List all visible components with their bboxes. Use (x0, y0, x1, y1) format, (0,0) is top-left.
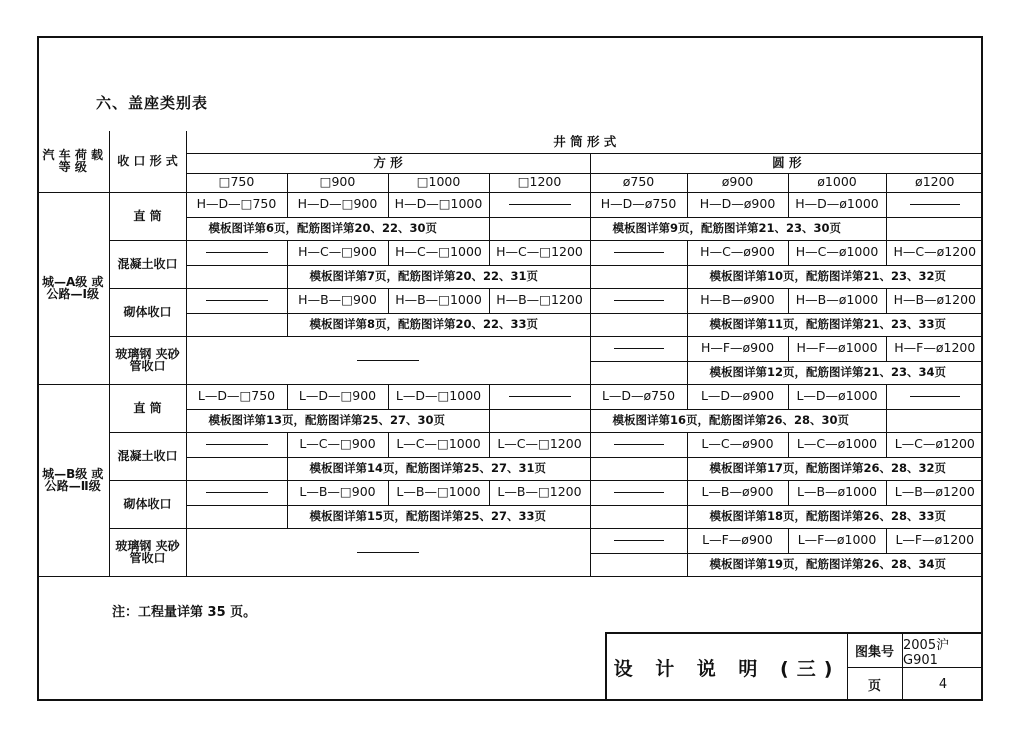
empty-cell (590, 553, 687, 576)
model-code-cell: L—B—ø1200 (886, 480, 983, 505)
empty-cell (590, 288, 687, 313)
atlas-number-value: 2005沪G901 (903, 634, 983, 668)
collar-form-cell: 玻璃钢 夹砂管收口 (109, 336, 186, 384)
table-row (37, 240, 983, 265)
collar-form-cell: 直 筒 (109, 384, 186, 432)
model-code-cell: H—C—□900 (287, 240, 388, 265)
empty-cell (886, 384, 983, 409)
empty-cell (590, 265, 687, 288)
not-applicable-dash (206, 300, 268, 301)
empty-cell (590, 480, 687, 505)
not-applicable-dash (509, 396, 571, 397)
empty-cell (590, 313, 687, 336)
empty-cell (186, 432, 287, 457)
model-code-cell: H—D—ø750 (590, 192, 687, 217)
collar-form-cell: 直 筒 (109, 192, 186, 240)
not-applicable-dash (206, 444, 268, 445)
drawing-reference-note: 模板图详第12页，配筋图详第21、23、34页 (687, 361, 983, 384)
empty-cell (590, 361, 687, 384)
table-row (37, 384, 983, 409)
model-code-cell: H—B—ø900 (687, 288, 788, 313)
empty-cell (186, 480, 287, 505)
drawing-reference-note: 模板图详第16页，配筋图详第26、28、30页 (590, 409, 886, 432)
empty-cell (186, 457, 287, 480)
model-code-cell: H—C—ø900 (687, 240, 788, 265)
square-header: 方 形 (186, 153, 590, 173)
model-code-cell: H—B—□1000 (388, 288, 489, 313)
empty-cell (489, 409, 590, 432)
model-code-cell: H—C—ø1000 (788, 240, 886, 265)
model-code-cell: L—B—□900 (287, 480, 388, 505)
model-code-cell: H—B—ø1000 (788, 288, 886, 313)
empty-cell (186, 313, 287, 336)
square-none-cell (186, 528, 590, 576)
model-code-cell: L—D—□900 (287, 384, 388, 409)
size-square-header: □900 (287, 173, 388, 192)
empty-cell (590, 432, 687, 457)
size-square-header: □750 (186, 173, 287, 192)
empty-cell (590, 457, 687, 480)
model-code-cell: H—C—□1200 (489, 240, 590, 265)
model-code-cell: H—D—□750 (186, 192, 287, 217)
not-applicable-dash (206, 252, 268, 253)
size-round-header: ø750 (590, 173, 687, 192)
table-row (37, 480, 983, 505)
not-applicable-dash (614, 444, 664, 445)
model-code-cell: L—F—ø1000 (788, 528, 886, 553)
model-code-cell: L—D—ø750 (590, 384, 687, 409)
shaft-form-header: 井 筒 形 式 (186, 131, 983, 153)
table-row (37, 131, 983, 153)
empty-cell (590, 528, 687, 553)
model-code-cell: H—D—□900 (287, 192, 388, 217)
not-applicable-dash (614, 492, 664, 493)
model-code-cell: H—F—ø1000 (788, 336, 886, 361)
model-code-cell: H—D—ø1000 (788, 192, 886, 217)
model-code-cell: L—C—ø1000 (788, 432, 886, 457)
drawing-reference-note: 模板图详第10页，配筋图详第21、23、32页 (687, 265, 983, 288)
model-code-cell: H—B—□1200 (489, 288, 590, 313)
table-row (37, 192, 983, 217)
footnote: 注：工程量详第 35 页。 (112, 605, 257, 620)
not-applicable-dash (614, 540, 664, 541)
collar-form-cell: 砌体收口 (109, 288, 186, 336)
not-applicable-dash (357, 360, 419, 361)
collar-form-cell: 玻璃钢 夹砂管收口 (109, 528, 186, 576)
model-code-cell: L—F—ø1200 (886, 528, 983, 553)
table-row (37, 288, 983, 313)
model-code-cell: L—D—□1000 (388, 384, 489, 409)
empty-cell (186, 240, 287, 265)
size-square-header: □1000 (388, 173, 489, 192)
collar-form-cell: 混凝土收口 (109, 432, 186, 480)
not-applicable-dash (614, 300, 664, 301)
drawing-reference-note: 模板图详第13页，配筋图详第25、27、30页 (186, 409, 489, 432)
empty-cell (590, 505, 687, 528)
model-code-cell: L—B—□1200 (489, 480, 590, 505)
table-row (37, 528, 983, 553)
model-code-cell: L—C—□900 (287, 432, 388, 457)
model-code-cell: L—D—ø900 (687, 384, 788, 409)
model-code-cell: L—B—ø900 (687, 480, 788, 505)
not-applicable-dash (509, 204, 571, 205)
round-header: 圆 形 (590, 153, 983, 173)
table-row (37, 336, 983, 361)
drawing-reference-note: 模板图详第15页，配筋图详第25、27、33页 (287, 505, 590, 528)
empty-cell (886, 409, 983, 432)
drawing-reference-note: 模板图详第17页，配筋图详第26、28、32页 (687, 457, 983, 480)
drawing-reference-note: 模板图详第9页，配筋图详第21、23、30页 (590, 217, 886, 240)
model-code-cell: L—C—ø900 (687, 432, 788, 457)
not-applicable-dash (910, 396, 960, 397)
model-code-cell: L—B—ø1000 (788, 480, 886, 505)
drawing-reference-note: 模板图详第18页，配筋图详第26、28、33页 (687, 505, 983, 528)
collar-form-header: 收 口 形 式 (109, 131, 186, 192)
table-row (37, 432, 983, 457)
model-code-cell: H—C—□1000 (388, 240, 489, 265)
model-code-cell: H—F—ø900 (687, 336, 788, 361)
page-label: 页 (847, 668, 903, 701)
not-applicable-dash (910, 204, 960, 205)
collar-form-cell: 混凝土收口 (109, 240, 186, 288)
size-round-header: ø1200 (886, 173, 983, 192)
empty-cell (886, 217, 983, 240)
empty-cell (489, 217, 590, 240)
cover-category-table (37, 131, 983, 577)
drawing-reference-note: 模板图详第7页，配筋图详第20、22、31页 (287, 265, 590, 288)
model-code-cell: L—C—□1200 (489, 432, 590, 457)
empty-cell (186, 265, 287, 288)
drawing-reference-note: 模板图详第8页，配筋图详第20、22、33页 (287, 313, 590, 336)
model-code-cell: H—B—ø1200 (886, 288, 983, 313)
model-code-cell: H—D—□1000 (388, 192, 489, 217)
not-applicable-dash (206, 492, 268, 493)
atlas-number-label: 图集号 (847, 634, 903, 668)
empty-cell (186, 288, 287, 313)
empty-cell (590, 336, 687, 361)
empty-cell (186, 505, 287, 528)
page-value: 4 (938, 677, 948, 692)
drawing-reference-note: 模板图详第14页，配筋图详第25、27、31页 (287, 457, 590, 480)
empty-cell (886, 192, 983, 217)
model-code-cell: H—B—□900 (287, 288, 388, 313)
not-applicable-dash (357, 552, 419, 553)
section-title: 六、盖座类别表 (96, 94, 209, 112)
size-round-header: ø1000 (788, 173, 886, 192)
model-code-cell: L—F—ø900 (687, 528, 788, 553)
empty-cell (489, 192, 590, 217)
model-code-cell: L—D—ø1000 (788, 384, 886, 409)
size-square-header: □1200 (489, 173, 590, 192)
load-level-cell: 城—A级 或 公路—Ⅰ级 (37, 192, 109, 384)
drawing-title: 设 计 说 明 (三) (607, 634, 848, 701)
load-level-cell: 城—B级 或 公路—Ⅱ级 (37, 384, 109, 576)
size-round-header: ø900 (687, 173, 788, 192)
model-code-cell: L—D—□750 (186, 384, 287, 409)
drawing-reference-note: 模板图详第19页，配筋图详第26、28、34页 (687, 553, 983, 576)
not-applicable-dash (614, 348, 664, 349)
model-code-cell: H—D—ø900 (687, 192, 788, 217)
model-code-cell: H—C—ø1200 (886, 240, 983, 265)
model-code-cell: L—B—□1000 (388, 480, 489, 505)
square-none-cell (186, 336, 590, 384)
not-applicable-dash (614, 252, 664, 253)
model-code-cell: L—C—ø1200 (886, 432, 983, 457)
model-code-cell: H—F—ø1200 (886, 336, 983, 361)
drawing-reference-note: 模板图详第6页，配筋图详第20、22、30页 (186, 217, 489, 240)
empty-cell (489, 384, 590, 409)
title-block (605, 632, 983, 701)
drawing-reference-note: 模板图详第11页，配筋图详第21、23、33页 (687, 313, 983, 336)
collar-form-cell: 砌体收口 (109, 480, 186, 528)
load-level-header: 汽 车 荷 载 等 级 (37, 131, 109, 192)
model-code-cell: L—C—□1000 (388, 432, 489, 457)
empty-cell (590, 240, 687, 265)
